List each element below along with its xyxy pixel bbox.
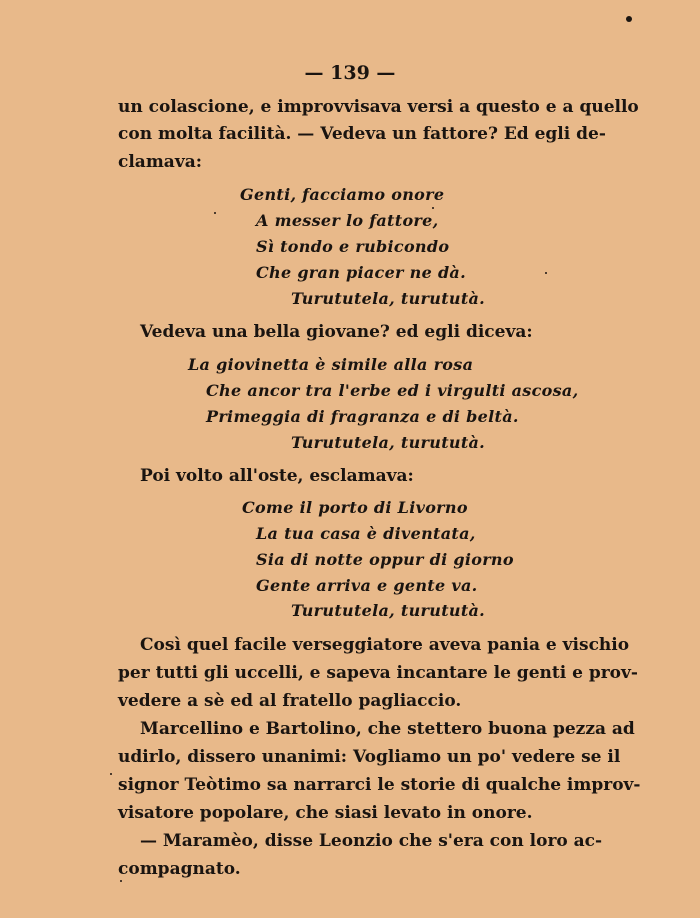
ink-speck [545, 272, 547, 274]
text-line: Poi volto all'oste, esclamava: [140, 466, 414, 486]
text-line: un colascione, e improvvisava versi a questo e a quello [118, 97, 639, 117]
text-line: Vedeva una bella giovane? ed egli diceva: [140, 322, 533, 342]
ink-speck [214, 212, 216, 214]
verse-line: Come il porto di Livorno [242, 498, 468, 517]
verse-line: A messer lo fattore, [256, 211, 439, 230]
text-line: Marcellino e Bartolino, che stettero buona pezza ad [140, 719, 635, 739]
text-line: signor Teòtimo sa narrarci le storie di qualche improv- [118, 775, 641, 795]
text-line: Così quel facile verseggiatore aveva pania e vischio [140, 635, 630, 655]
verse-line: La giovinetta è simile alla rosa [188, 355, 474, 374]
ink-speck [120, 880, 122, 882]
verse-refrain: Turututela, turututà. [291, 433, 486, 452]
verse-line: Sì tondo e rubicondo [256, 237, 450, 256]
verse-line: Primeggia di fragranza e di beltà. [206, 407, 519, 426]
verse-line: Che gran piacer ne dà. [256, 263, 466, 282]
text-line: — Maramèo, disse Leonzio che s'era con loro ac- [140, 831, 603, 851]
verse-line: Che ancor tra l'erbe ed i virgulti ascosa, [206, 381, 579, 400]
text-line: udirlo, dissero unanimi: Vogliamo un po' vedere se il [118, 747, 621, 767]
ink-speck [432, 207, 434, 209]
ink-speck [626, 16, 632, 22]
text-line: visatore popolare, che siasi levato in onore. [118, 803, 533, 823]
text-line: clamava: [118, 152, 202, 172]
page-number: — 139 — [304, 62, 396, 84]
verse-refrain: Turututela, turututà. [291, 289, 486, 308]
ink-speck [110, 773, 112, 775]
verse-line: Gente arriva e gente va. [256, 576, 478, 595]
text-line: per tutti gli uccelli, e sapeva incantare le genti e prov- [118, 663, 638, 683]
verse-refrain: Turututela, turututà. [291, 601, 486, 620]
text-line: compagnato. [118, 859, 241, 879]
verse-line: Genti, facciamo onore [240, 185, 445, 204]
text-line: con molta facilità. — Vedeva un fattore? Ed egli de- [118, 124, 606, 144]
verse-line: Sia di notte oppur di giorno [256, 550, 514, 569]
text-line: vedere a sè ed al fratello pagliaccio. [118, 691, 462, 711]
verse-line: La tua casa è diventata, [256, 524, 476, 543]
